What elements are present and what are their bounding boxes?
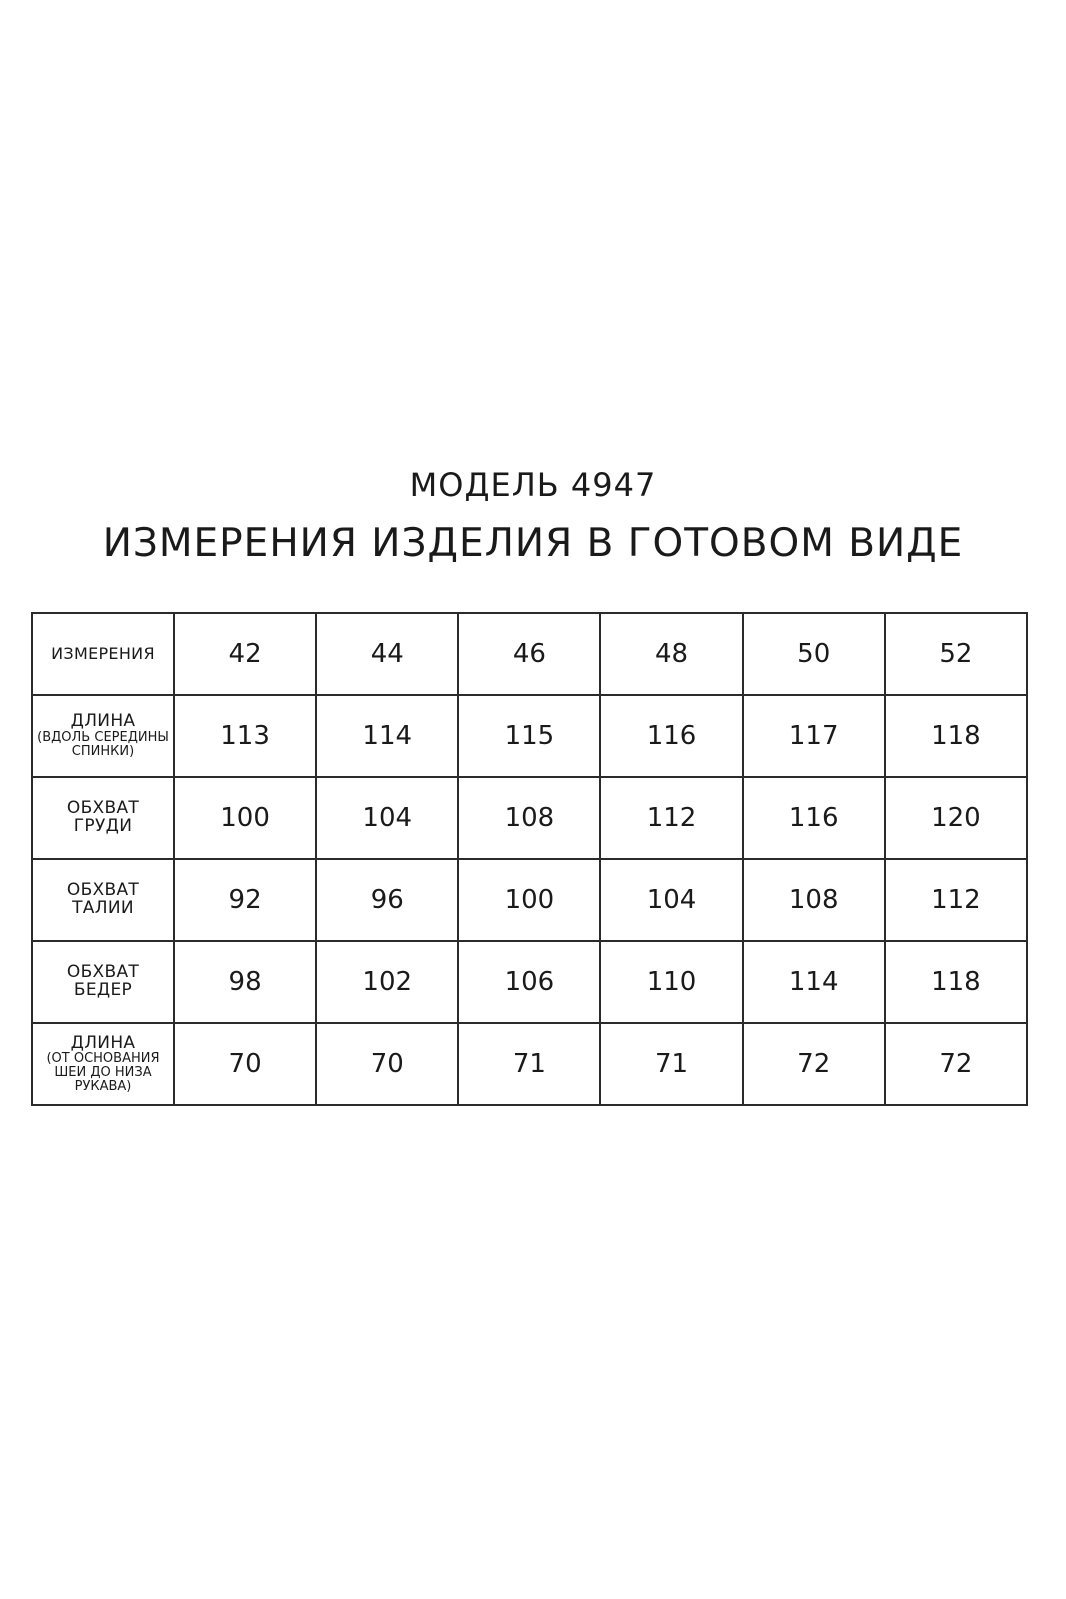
size-value: 48 (655, 639, 689, 669)
size-cell (743, 613, 885, 695)
row-label: ДЛИНА (70, 711, 136, 732)
row-label-cell (32, 1023, 174, 1105)
measurement-value: 72 (939, 1049, 973, 1079)
measurement-value: 112 (646, 803, 697, 833)
value-cell (743, 941, 885, 1023)
row-sublabel: СПИНКИ) (71, 743, 135, 759)
value-cell (174, 1023, 316, 1105)
measurement-value: 100 (220, 803, 270, 833)
value-cell (316, 859, 458, 941)
value-cell (743, 695, 885, 777)
measurement-value: 96 (370, 885, 404, 915)
table-row-hips (32, 941, 1027, 1023)
table-row-back-length (32, 695, 1027, 777)
measurement-value: 108 (788, 885, 839, 915)
row-label: ТАЛИИ (72, 898, 134, 918)
row-sublabel: РУКАВА) (74, 1078, 132, 1094)
value-cell (885, 695, 1027, 777)
value-cell (316, 777, 458, 859)
value-cell (458, 1023, 600, 1105)
value-cell (600, 859, 742, 941)
row-label: ОБХВАТ (66, 962, 140, 983)
measurement-value: 70 (370, 1049, 404, 1079)
value-cell (458, 859, 600, 941)
value-cell (743, 1023, 885, 1105)
measurement-value: 98 (228, 967, 262, 997)
value-cell (174, 859, 316, 941)
value-cell (600, 777, 742, 859)
value-cell (316, 695, 458, 777)
model-title: МОДЕЛЬ 4947 (409, 466, 657, 504)
row-label-cell (32, 859, 174, 941)
size-cell (885, 613, 1027, 695)
value-cell (316, 1023, 458, 1105)
table-row-chest (32, 777, 1027, 859)
measurement-value: 117 (788, 721, 839, 751)
measurement-value: 100 (504, 885, 555, 915)
measurement-value: 115 (504, 721, 555, 751)
size-value: 46 (512, 639, 546, 669)
row-label-cell (32, 941, 174, 1023)
value-cell (458, 941, 600, 1023)
measurement-value: 71 (512, 1049, 546, 1079)
value-cell (885, 1023, 1027, 1105)
row-sublabel: ШЕИ ДО НИЗА (54, 1065, 152, 1081)
measurement-value: 116 (788, 803, 839, 833)
row-label: БЕДЕР (73, 980, 133, 1000)
row-label-cell (32, 613, 174, 695)
measurement-value: 116 (646, 721, 697, 751)
value-cell (885, 859, 1027, 941)
value-cell (885, 941, 1027, 1023)
size-cell (316, 613, 458, 695)
table-row-waist (32, 859, 1027, 941)
size-table (31, 612, 1028, 1106)
row-label: ОБХВАТ (66, 880, 140, 901)
value-cell (743, 777, 885, 859)
table-row-sleeve-length (32, 1023, 1027, 1105)
value-cell (743, 859, 885, 941)
table-row-sizes (32, 613, 1027, 695)
size-value: 52 (939, 639, 973, 669)
measurement-value: 104 (362, 803, 413, 833)
measurement-value: 112 (931, 885, 981, 915)
measurement-value: 120 (931, 803, 981, 833)
row-label-cell (32, 777, 174, 859)
measurement-value: 71 (655, 1049, 689, 1079)
row-sublabel: (ОТ ОСНОВАНИЯ (46, 1051, 160, 1067)
row-label: ИЗМЕРЕНИЯ (51, 643, 155, 663)
size-cell (174, 613, 316, 695)
measurement-value: 70 (228, 1049, 262, 1079)
value-cell (458, 695, 600, 777)
page-title: ИЗМЕРЕНИЯ ИЗДЕЛИЯ В ГОТОВОМ ВИДЕ (102, 521, 964, 566)
value-cell (174, 777, 316, 859)
value-cell (458, 777, 600, 859)
measurement-value: 108 (504, 803, 555, 833)
size-cell (458, 613, 600, 695)
size-cell (600, 613, 742, 695)
row-label-cell (32, 695, 174, 777)
measurement-value: 118 (931, 967, 981, 997)
measurement-value: 113 (220, 721, 270, 751)
value-cell (885, 777, 1027, 859)
value-cell (174, 695, 316, 777)
measurement-value: 92 (228, 885, 262, 915)
measurement-value: 72 (797, 1049, 831, 1079)
measurement-value: 114 (788, 967, 839, 997)
measurement-value: 118 (931, 721, 981, 751)
size-value: 42 (228, 639, 262, 669)
measurement-value: 106 (504, 967, 555, 997)
value-cell (600, 1023, 742, 1105)
measurement-value: 114 (362, 721, 413, 751)
row-label: ГРУДИ (73, 816, 133, 836)
row-label: ОБХВАТ (66, 798, 140, 819)
value-cell (600, 941, 742, 1023)
measurement-value: 110 (646, 967, 697, 997)
row-sublabel: (ВДОЛЬ СЕРЕДИНЫ (37, 730, 169, 746)
size-value: 44 (370, 639, 404, 669)
size-value: 50 (797, 639, 831, 669)
measurement-value: 104 (646, 885, 697, 915)
measurement-value: 102 (362, 967, 413, 997)
value-cell (174, 941, 316, 1023)
value-cell (600, 695, 742, 777)
row-label: ДЛИНА (70, 1032, 136, 1053)
value-cell (316, 941, 458, 1023)
